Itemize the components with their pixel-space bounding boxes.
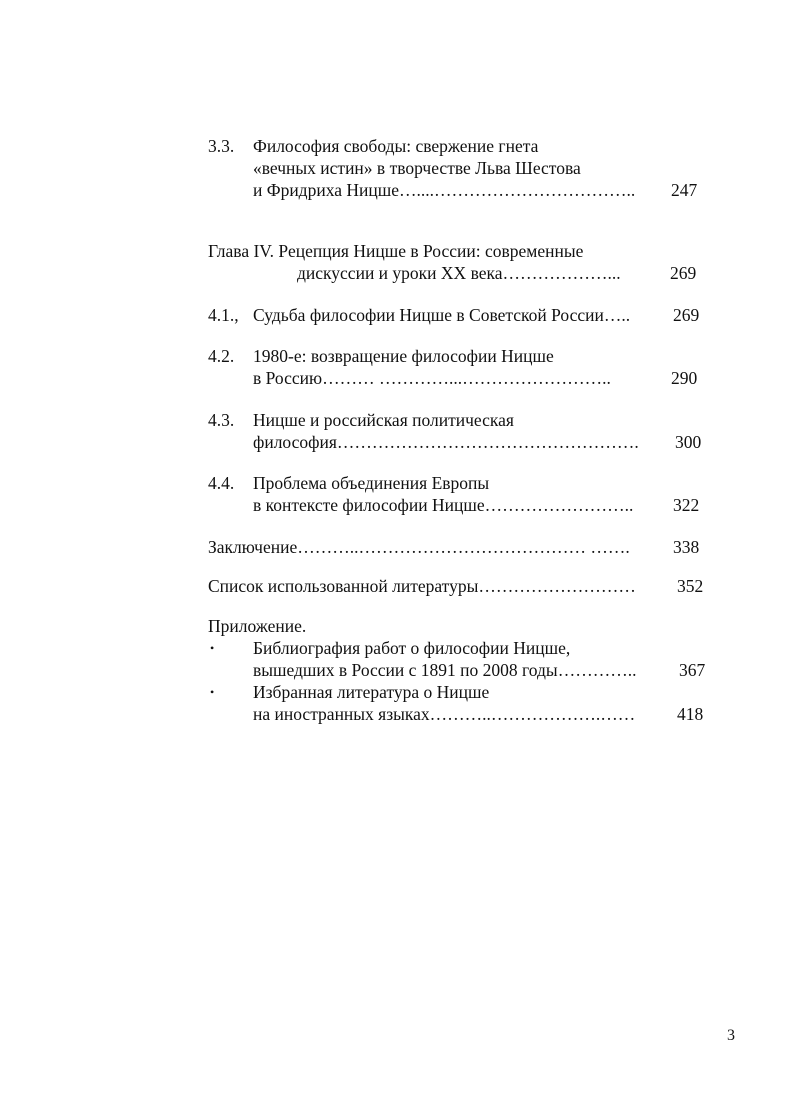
toc-4-2-number: 4.2. <box>208 346 235 366</box>
page-number: 3 <box>727 1027 735 1044</box>
toc-appendix-item2-line2: на иностранных языках………..……………….…… <box>253 704 636 724</box>
toc-4-4-title-line1: Проблема объединения Европы <box>253 473 490 493</box>
toc-literature-title: Список использованной литературы……………………… <box>208 576 636 596</box>
toc-appendix-item1-page: 367 <box>679 660 706 680</box>
toc-appendix-item1-line1: Библиография работ о философии Ницше, <box>253 638 571 658</box>
toc-4-2-page: 290 <box>671 368 698 388</box>
toc-conclusion-page: 338 <box>673 537 700 557</box>
toc-4-1-number: 4.1., <box>208 305 239 325</box>
toc-3-3-page: 247 <box>671 180 698 200</box>
toc-4-1-title: Судьба философии Ницше в Советской России….. <box>253 305 631 325</box>
toc-4-4-title-line2: в контексте философии Ницше…………………….. <box>253 495 634 515</box>
toc-appendix-item1-line2: вышедших в России с 1891 по 2008 годы………….. <box>253 660 637 680</box>
toc-3-3-title-line1: Философия свободы: свержение гнета <box>253 136 539 156</box>
toc-4-3-title-line2: философия……………………………………………. <box>253 432 639 452</box>
toc-3-3-title-line3: и Фридриха Ницше…....…………………………….. <box>253 180 636 200</box>
toc-chapter-4-title-line1: Глава IV. Рецепция Ницше в России: современные <box>208 241 584 261</box>
bullet-icon: • <box>210 641 215 655</box>
toc-4-3-number: 4.3. <box>208 410 235 430</box>
toc-4-2-title-line2: в Россию……… …………...…………………….. <box>253 368 611 388</box>
toc-4-2-title-line1: 1980-е: возвращение философии Ницше <box>253 346 554 366</box>
toc-conclusion-title: Заключение………..………………………………… ……. <box>208 537 630 557</box>
toc-4-3-title-line1: Ницше и российская политическая <box>253 410 514 430</box>
toc-4-4-page: 322 <box>673 495 700 515</box>
toc-3-3-number: 3.3. <box>208 136 235 156</box>
toc-literature-page: 352 <box>677 576 704 596</box>
toc-4-4-number: 4.4. <box>208 473 235 493</box>
toc-appendix-item2-page: 418 <box>677 704 704 724</box>
toc-chapter-4-title-line2: дискуссии и уроки XX века………………... <box>297 263 621 283</box>
toc-3-3-title-line2: «вечных истин» в творчестве Льва Шестова <box>253 158 581 178</box>
toc-chapter-4-page: 269 <box>670 263 697 283</box>
bullet-icon: • <box>210 685 215 699</box>
toc-4-1-page: 269 <box>673 305 700 325</box>
toc-appendix-title: Приложение. <box>208 616 307 636</box>
toc-appendix-item2-line1: Избранная литература о Ницше <box>253 682 490 702</box>
toc-4-3-page: 300 <box>675 432 702 452</box>
